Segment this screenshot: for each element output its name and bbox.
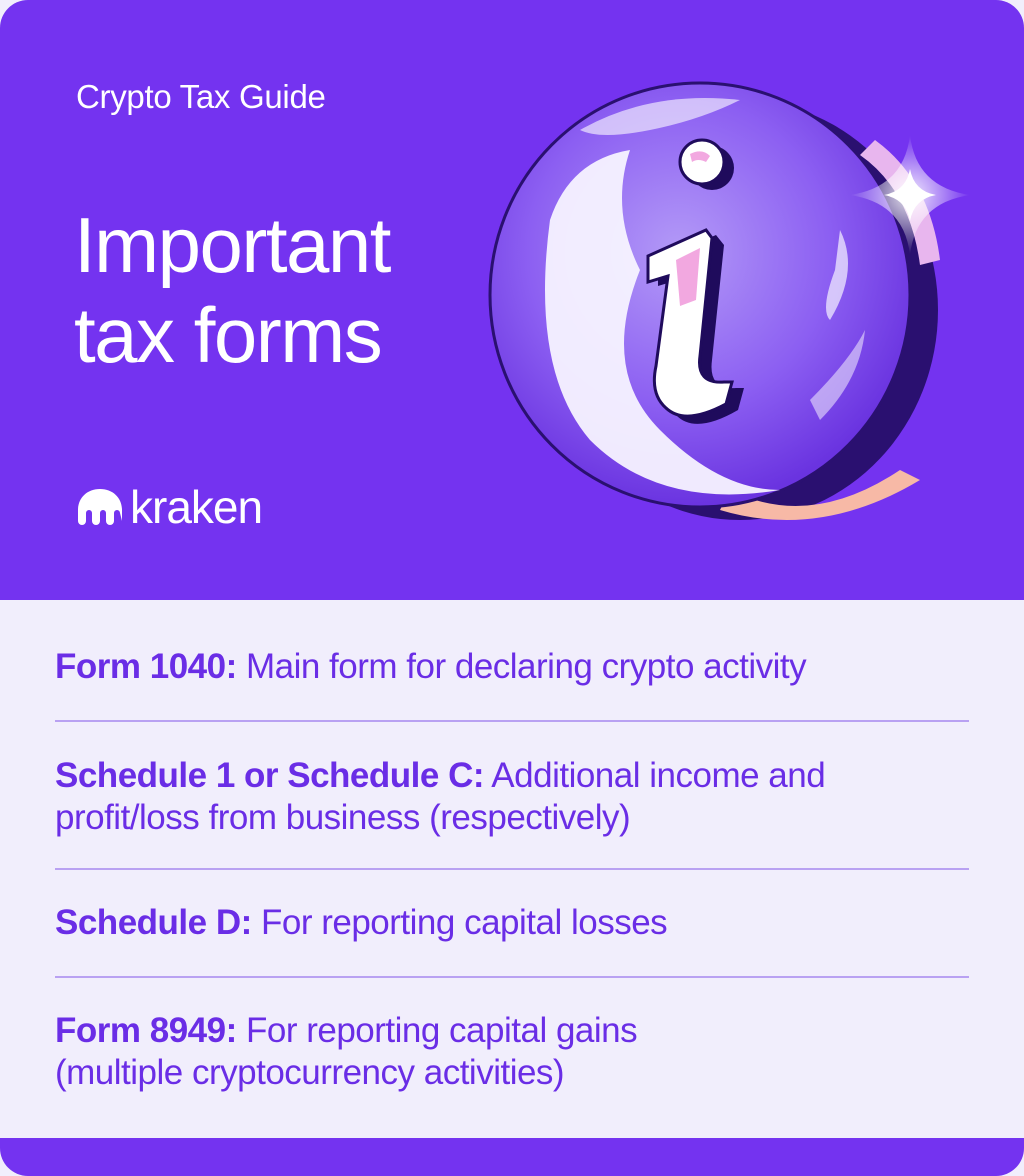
list-item bbox=[55, 902, 667, 944]
list-item bbox=[55, 1010, 755, 1094]
form-description: Main form for declaring crypto activity bbox=[236, 647, 807, 686]
form-label: Schedule D: bbox=[55, 903, 252, 942]
list-item bbox=[55, 755, 955, 839]
info-icon bbox=[480, 70, 1000, 540]
footer-bar bbox=[0, 1138, 1024, 1176]
title-line-2: tax forms bbox=[74, 291, 382, 379]
form-label: Form 8949: bbox=[55, 1011, 237, 1050]
page-title bbox=[74, 200, 514, 380]
form-description: For reporting capital gains (multiple cryptocurrency activities) bbox=[55, 1011, 638, 1092]
form-label: Schedule 1 or Schedule C: bbox=[55, 756, 484, 795]
form-description: For reporting capital losses bbox=[251, 903, 668, 942]
kraken-wordmark: kraken bbox=[130, 481, 263, 533]
guide-eyebrow: Crypto Tax Guide bbox=[76, 78, 326, 115]
title-line-1: Important bbox=[74, 201, 390, 289]
kraken-logo-icon bbox=[76, 487, 124, 527]
list-item bbox=[55, 646, 806, 688]
form-description: Additional income and profit/loss from business (respectively) bbox=[55, 756, 826, 837]
form-label: Form 1040: bbox=[55, 647, 237, 686]
kraken-logo bbox=[76, 481, 263, 533]
divider bbox=[55, 868, 969, 870]
divider bbox=[55, 976, 969, 978]
divider bbox=[55, 720, 969, 722]
